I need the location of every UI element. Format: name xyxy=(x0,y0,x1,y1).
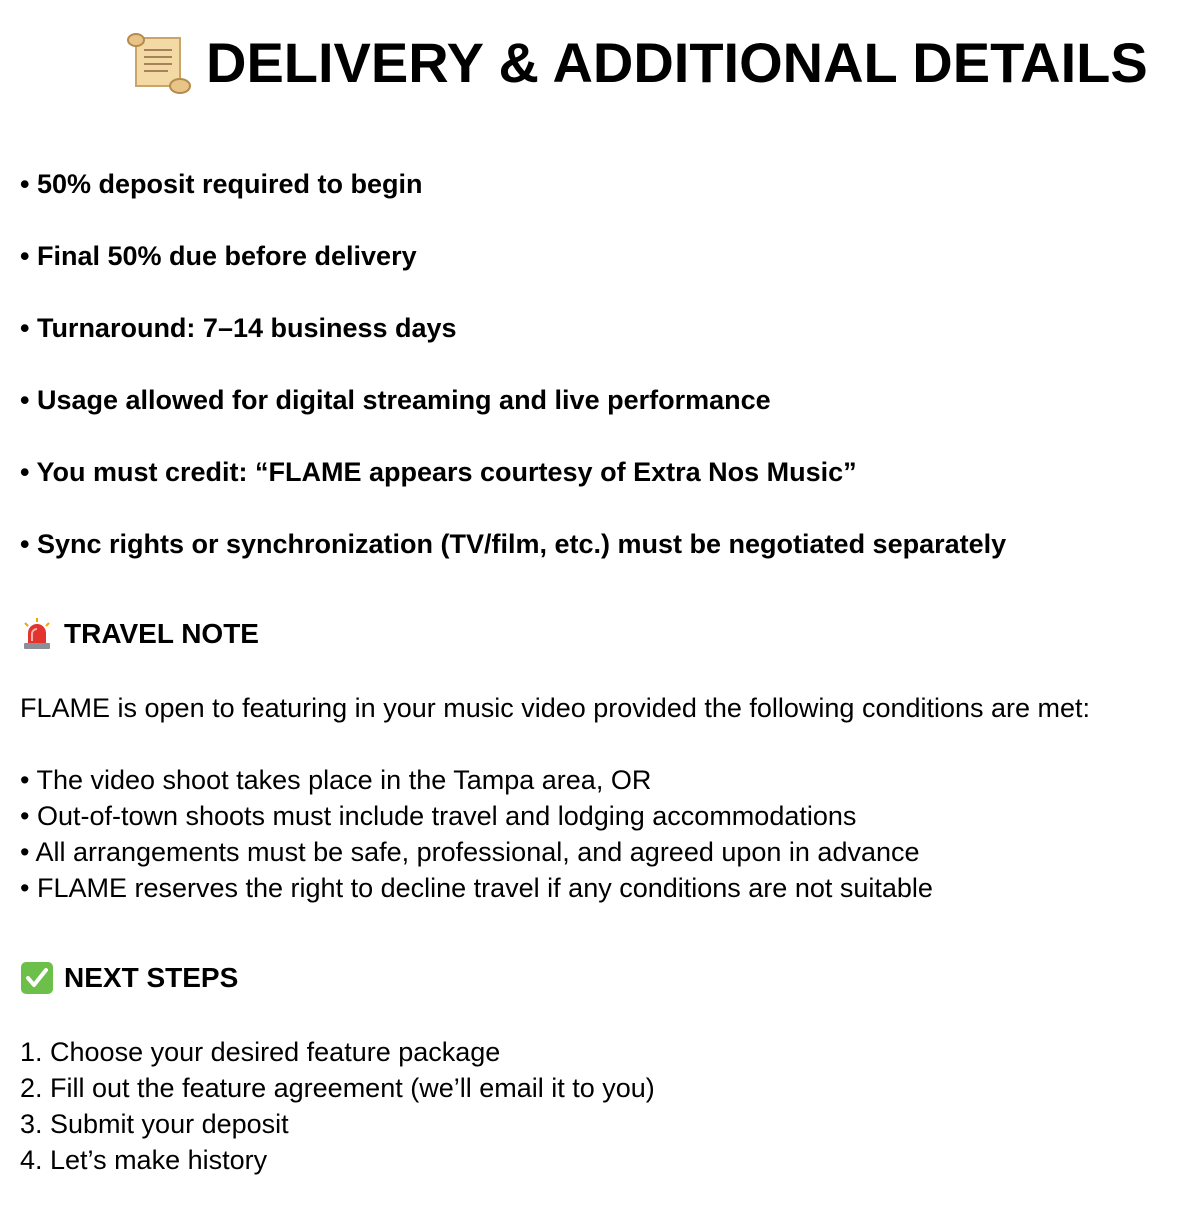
next-steps-list xyxy=(20,1034,655,1178)
list-item: • Sync rights or synchronization (TV/film, etc.) must be negotiated separately xyxy=(20,529,1007,559)
list-item: • The video shoot takes place in the Tampa area, OR xyxy=(20,765,652,795)
list-item: • Final 50% due before delivery xyxy=(20,241,417,271)
list-item: 4. Let’s make history xyxy=(20,1145,268,1175)
check-mark-icon xyxy=(20,961,54,995)
list-item: • FLAME reserves the right to decline travel if any conditions are not suitable xyxy=(20,873,933,903)
section-heading: NEXT STEPS xyxy=(64,962,239,993)
travel-conditions-list xyxy=(20,762,933,906)
list-item: • All arrangements must be safe, professional, and agreed upon in advance xyxy=(20,837,920,867)
page-title: DELIVERY & ADDITIONAL DETAILS xyxy=(206,31,1148,94)
page-header xyxy=(122,28,1148,98)
terms-list xyxy=(20,163,1006,595)
list-item: • You must credit: “FLAME appears courtesy of Extra Nos Music” xyxy=(20,457,857,487)
list-item: • 50% deposit required to begin xyxy=(20,169,423,199)
list-item: • Turnaround: 7–14 business days xyxy=(20,313,457,343)
list-item: 1. Choose your desired feature package xyxy=(20,1037,501,1067)
list-item: • Out-of-town shoots must include travel and lodging accommodations xyxy=(20,801,857,831)
section-heading: TRAVEL NOTE xyxy=(64,618,259,649)
travel-note-heading xyxy=(20,617,259,651)
list-item: 3. Submit your deposit xyxy=(20,1109,289,1139)
list-item: • Usage allowed for digital streaming and live performance xyxy=(20,385,771,415)
travel-intro: FLAME is open to featuring in your music video provided the following conditions are met: xyxy=(20,693,1091,723)
scroll-icon xyxy=(122,30,192,96)
next-steps-heading xyxy=(20,961,238,995)
list-item: 2. Fill out the feature agreement (we’ll email it to you) xyxy=(20,1073,655,1103)
siren-icon xyxy=(20,617,54,651)
